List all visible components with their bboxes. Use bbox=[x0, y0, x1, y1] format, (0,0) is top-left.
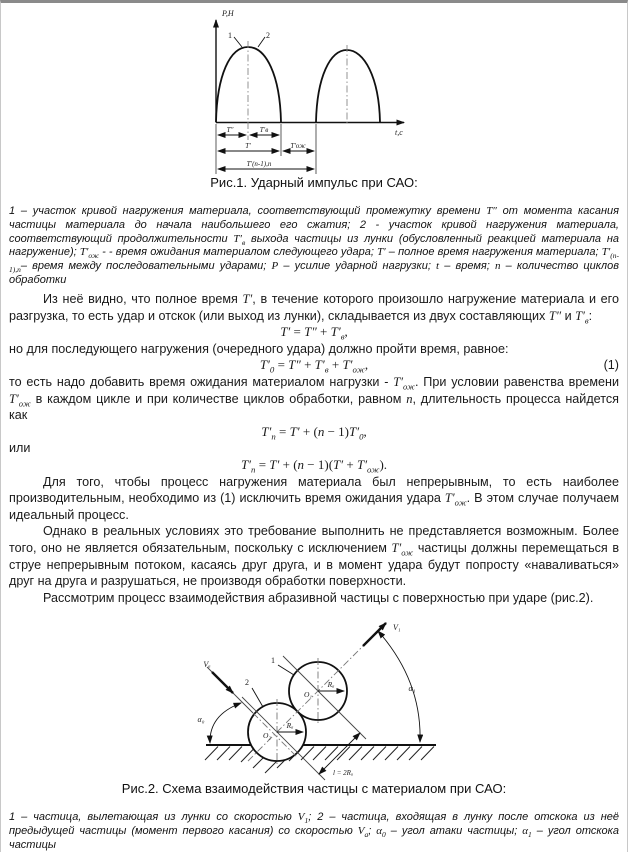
velocity-va-label: Vₐ bbox=[203, 660, 211, 669]
rebound-angle-label: α₁ bbox=[408, 684, 416, 693]
pulse-curve-2 bbox=[316, 50, 380, 122]
curve1-leader bbox=[234, 37, 242, 47]
dim-wait-time-label: T′ож bbox=[290, 142, 306, 150]
distance-dimension-line bbox=[319, 733, 360, 774]
figure2-legend: 1 – частица, вылетающая из лунки со скоростью $V_1$; 2 – частица, входящая в лунку после отскока из неё предыдущей частицы (момент первого касания) со скоростью $V_a$; $\alpha_0$ – угол атаки частицы; $\alpha_1$ – угол отскока частицы bbox=[9, 811, 619, 851]
ground-hatching bbox=[205, 747, 434, 774]
or-word: или bbox=[9, 441, 31, 456]
curve1-number: 1 bbox=[228, 31, 232, 40]
paragraph-continuous-process: Для того, чтобы процесс нагружения материала был непрерывным, то есть наиболее производительным, необходимо из (1) исключить время ожидания удара $T'_{ож}$. В этом случае получаем идеальный процесс. bbox=[9, 474, 619, 522]
attack-angle-arc bbox=[210, 703, 241, 743]
formula-cycle-time-body: $T'_0 = T'' + T'_в + T'_{ож}$, bbox=[259, 357, 369, 375]
velocity-v1-arrow bbox=[363, 623, 386, 646]
velocity-va-arrow bbox=[212, 672, 233, 693]
paragraph-real-conditions: Однако в реальных условиях это требование выполнить не представляется возможным. Более того, оно не является обязательным, поскольку с исключением $T'_{ож}$ частицы должны перемещаться в струе непрерывным потоком, касаясь друг друга, и в момент удара будут попросту «наваливаться» друг на друга и разрушаться, не производя обработки поверхности. bbox=[9, 524, 620, 589]
formula-process-duration-b: $T'_n = T' + (n - 1)(T' + T'_{ож})$. bbox=[240, 456, 388, 475]
figure1-caption: Рис.1. Ударный импульс при САО: bbox=[210, 175, 418, 190]
particle-2-leader bbox=[252, 688, 263, 707]
particle-1-number: 1 bbox=[271, 656, 275, 665]
paragraph-consider-process: Рассмотрим процесс взаимодействия абразивной частицы с поверхностью при ударе (рис.2). bbox=[43, 590, 594, 605]
radius-label-o1: Rₐ bbox=[327, 680, 335, 689]
distance-dimension-label: l = 2Rₐ bbox=[333, 769, 353, 777]
body-text bbox=[9, 291, 619, 606]
particle-2-number: 2 bbox=[245, 678, 249, 687]
paragraph-wait-time: то есть надо добавить время ожидания материалом нагрузки - $T'_{ож}$. При условии равенства времени $T'_{ож}$ в каждом цикле и при количестве циклов обработки, равном n, длительность процесса найдется как bbox=[9, 374, 619, 423]
figure2-particle-scheme bbox=[1, 619, 628, 781]
equation-number: (1) bbox=[603, 358, 619, 373]
formula-full-time: $T' = T'' + T'_в$, bbox=[280, 324, 348, 342]
curve2-leader bbox=[258, 37, 265, 47]
dim-full-time-label: T′ bbox=[245, 142, 251, 150]
radius-label-o2: Rₐ bbox=[286, 721, 294, 730]
attack-angle-label: α₀ bbox=[197, 715, 205, 724]
velocity-v1-label: V₁ bbox=[393, 623, 401, 632]
dim-exit-time-label: T′в bbox=[259, 126, 269, 134]
formula-cycle-time bbox=[9, 357, 619, 374]
center-o2-label: O₂ bbox=[262, 731, 272, 740]
dim-between-impacts-label: T′(n-1),n bbox=[246, 160, 272, 168]
pulse-curve-1 bbox=[216, 47, 281, 122]
figure1-impulse-plot bbox=[1, 7, 628, 175]
line-next-load: но для последующего нагружения (очередного удара) должно пройти время, равное: bbox=[9, 341, 509, 356]
particle-1-leader bbox=[278, 665, 294, 675]
center-o1-label: O₁ bbox=[303, 690, 313, 699]
figure2-caption: Рис.2. Схема взаимодействия частицы с материалом при САО: bbox=[121, 781, 507, 796]
y-axis-label: P,H bbox=[222, 9, 234, 18]
formula-process-duration-a: $T'_n = T' + (n - 1)T'_0$, bbox=[261, 423, 367, 442]
dim-impact-time-label: T″ bbox=[226, 126, 234, 134]
curve2-number: 2 bbox=[266, 31, 270, 40]
x-axis-label: t,c bbox=[395, 128, 403, 137]
figure1-legend: 1 – участок кривой нагружения материала, соответствующий промежутку времени T″ от момента касания частицы материала до начала наибольшего его сжатия; 2 - участок кривой нагружения материала, соответствующий продолжительности $T'_в$ выхода частицы из лунки (обусловленный реакцией материала на нагружение); $T'_{ож}$ - - время ожидания материалом следующего удара; T′ – полное время нагружения материала; $T'_{(n-1),n}-$ время между последовательными ударами; P – усилие ударной нагрузки; t – время; n – количество циклов обработки bbox=[9, 205, 619, 286]
paragraph-full-time: Из неё видно, что полное время T′, в течение которого произошло нагружение материала и его разгрузка, то есть удар и отскок (или выход из лунки), складывается из двух составляющих T″ и $T'_в$: bbox=[9, 292, 619, 326]
